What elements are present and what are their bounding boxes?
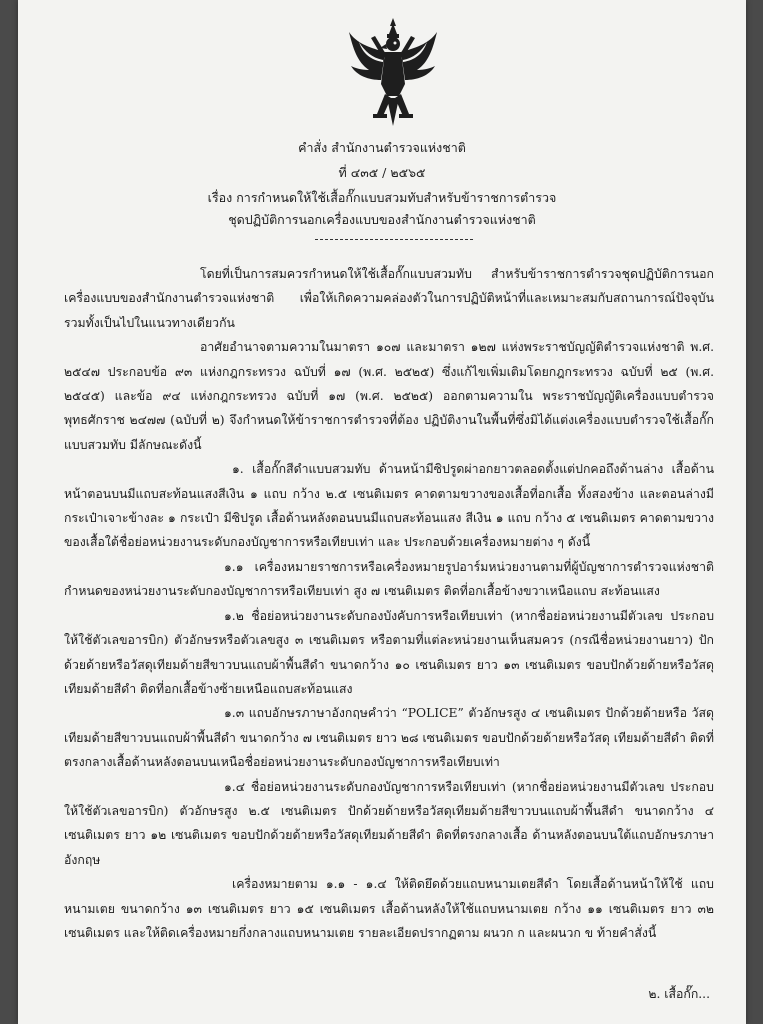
paragraph-item-1-3: ๑.๓ แถบอักษรภาษาอังกฤษคำว่า “POLICE” ตัวอักษรสูง ๔ เซนติเมตร ปักด้วยด้ายหรือ วัสดุเทียมด้ายสีขาวบนแถบผ้าพื้นสีดำ ขนาดกว้าง ๗ เซนติเมตร ยาว ๒๘ เซนติเมตร ขอบปักด้วยด้ายหรือวัสดุ เทียมด้ายสีดำ ติดที่ตรงกลางเสื้อด้านหลังตอนบนเหนือชื่อย่อหน่วยงานระดับกองบัญชาการหรือเทียบเท่า xyxy=(64,706,714,770)
paragraph-item-1-4: ๑.๔ ชื่อย่อหน่วยงานระดับกองบัญชาการหรือเทียบเท่า (หากชื่อย่อหน่วยงานมีตัวเลข ประกอบ ให้ใช้ตัวเลขอารบิก) ตัวอักษรสูง ๒.๕ เซนติเมตร ปักด้วยด้ายหรือวัสดุเทียมด้ายสีขาวบนแถบผ้าพื้นสีดำ ขนาดกว้าง ๔ เซนติเมตร ยาว ๑๒ เซนติเมตร ขอบปักด้วยด้ายหรือวัสดุเทียมด้ายสีดำ ติดที่ตรงกลางเสื้อ ด้านหลังตอนบนใต้แถบอักษรภาษาอังกฤษ xyxy=(64,779,714,867)
paragraph-authority: อาศัยอำนาจตามความในมาตรา ๑๐๗ และมาตรา ๑๒๗ แห่งพระราชบัญญัติตำรวจแห่งชาติ พ.ศ. ๒๕๔๗ ประกอบข้อ ๙๓ แห่งกฎกระทรวง ฉบับที่ ๑๗ (พ.ศ. ๒๕๒๕) ซึ่งแก้ไขเพิ่มเติมโดยกฎกระทรวง ฉบับที่ ๒๕ (พ.ศ. ๒๕๔๕) และข้อ ๙๔ แห่งกฎกระทรวง ฉบับที่ ๑๗ (พ.ศ. ๒๕๒๕) ออกตามความใน พระราชบัญญัติเครื่องแบบตำรวจ พุทธศักราช ๒๔๗๗ (ฉบับที่ ๒) จึงกำหนดให้ข้าราชการตำรวจที่ต้อง ปฏิบัติงานในพื้นที่ซึ่งมิได้แต่งเครื่องแบบตำรวจใช้เสื้อกั๊กแบบสวมทับ มีลักษณะดังนี้ xyxy=(64,340,714,452)
paragraph-item-1-1: ๑.๑ เครื่องหมายราชการหรือเครื่องหมายรูปอาร์มหน่วยงานตามที่ผู้บัญชาการตำรวจแห่งชาติ กำหนดของหน่วยงานระดับกองบัญชาการหรือเทียบเท่า สูง ๗ เซนติเมตร ติดที่อกเสื้อข้างขวาเหนือแถบ สะท้อนแสง xyxy=(64,559,714,599)
paragraph-item-1: ๑. เสื้อกั๊กสีดำแบบสวมทับ ด้านหน้ามีซิปรูดผ่าอกยาวตลอดตั้งแต่ปกคอถึงด้านล่าง เสื้อด้านหน้าตอนบนมีแถบสะท้อนแสงสีเงิน ๑ แถบ กว้าง ๒.๕ เซนติเมตร คาดตามขวางของเสื้อที่อกเสื้อ ทั้งสองข้าง และตอนล่างมีกระเป๋าเจาะข้างละ ๑ กระเป๋า มีซิปรูด เสื้อด้านหลังตอนบนมีแถบสะท้อนแสง สีเงิน ๑ แถบ กว้าง ๕ เซนติเมตร คาดตามขวางของเสื้อใต้ชื่อย่อหน่วยงานระดับกองบัญชาการหรือเทียบเท่า และ ประกอบด้วยเครื่องหมายต่าง ๆ ดังนี้ xyxy=(64,462,714,550)
paragraph-preamble: โดยที่เป็นการสมควรกำหนดให้ใช้เสื้อกั๊กแบบสวมทับ สำหรับข้าราชการตำรวจชุดปฏิบัติการนอกเครื่องแบบของสำนักงานตำรวจแห่งชาติ เพื่อให้เกิดความคล่องตัวในการปฏิบัติหน้าที่และเหมาะสมกับสถานการณ์ปัจจุบัน รวมทั้งเป็นไปในแนวทางเดียวกัน xyxy=(64,267,714,330)
issuer-heading: คำสั่ง สำนักงานตำรวจแห่งชาติ xyxy=(298,140,466,155)
subject-line-1: เรื่อง การกำหนดให้ใช้เสื้อกั๊กแบบสวมทับสำหรับข้าราชการตำรวจ xyxy=(207,190,557,205)
garuda-emblem-icon xyxy=(347,18,439,126)
order-body xyxy=(64,262,714,945)
paragraph-item-1-2: ๑.๒ ชื่อย่อหน่วยงานระดับกองบังคับการหรือเทียบเท่า (หากชื่อย่อหน่วยงานมีตัวเลข ประกอบ ให้ใช้ตัวเลขอารบิก) ตัวอักษรหรือตัวเลขสูง ๓ เซนติเมตร หรือตามที่แต่ละหน่วยงานเห็นสมควร (กรณีชื่อหน่วยงานยาว) ปักด้วยด้ายหรือวัสดุเทียมด้ายสีขาวบนแถบผ้าพื้นสีดำ ขนาดกว้าง ๑๐ เซนติเมตร ยาว ๑๓ เซนติเมตร ขอบปักด้วยด้ายหรือวัสดุเทียมด้ายสีดำ ติดที่อกเสื้อข้างซ้ายเหนือแถบสะท้อนแสง xyxy=(64,608,714,696)
document-page xyxy=(18,0,746,1024)
divider xyxy=(315,239,473,240)
continuation-marker: ๒. เสื้อกั๊ก... xyxy=(648,987,710,1001)
paragraph-insignia-attachment: เครื่องหมายตาม ๑.๑ - ๑.๔ ให้ติดยึดด้วยแถบหนามเตยสีดำ โดยเสื้อด้านหน้าให้ใช้ แถบหนามเตย ขนาดกว้าง ๑๓ เซนติเมตร ยาว ๑๕ เซนติเมตร เสื้อด้านหลังให้ใช้แถบหนามเตย กว้าง ๑๑ เซนติเมตร ยาว ๓๒ เซนติเมตร และให้ติดเครื่องหมายกึ่งกลางแถบหนามเตย รายละเอียดปรากฏตาม ผนวก ก และผนวก ข ท้ายคำสั่งนี้ xyxy=(64,877,714,940)
subject-line-2: ชุดปฏิบัติการนอกเครื่องแบบของสำนักงานตำรวจแห่งชาติ xyxy=(228,212,536,227)
order-number: ที่ ๔๓๕ / ๒๕๖๕ xyxy=(338,165,426,180)
